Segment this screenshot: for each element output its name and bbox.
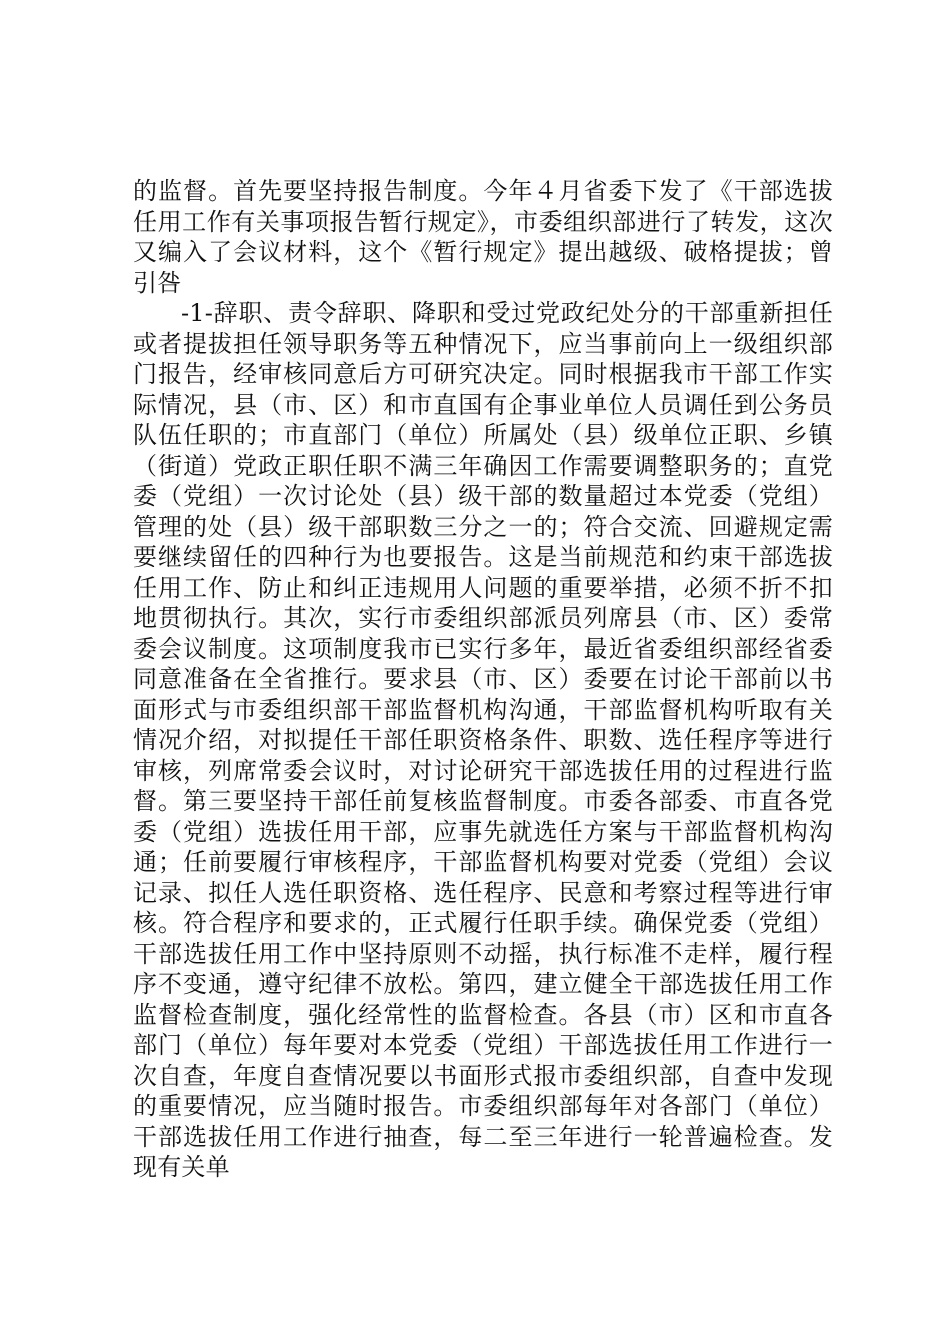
paragraph-1: 的监督。首先要坚持报告制度。今年４月省委下发了《干部选拔任用工作有关事项报告暂行规定》，市委组织部进行了转发，这次又编入了会议材料，这个《暂行规定》提出越级、破格提拔；曾引咎	[133, 177, 833, 297]
paragraph-2: -1-辞职、责令辞职、降职和受过党政纪处分的干部重新担任或者提拔担任领导职务等五种情况下，应当事前向上一级组织部门报告，经审核同意后方可研究决定。同时根据我市干部工作实际情况，县（市、区）和市直国有企事业单位人员调任到公务员队伍任职的；市直部门（单位）所属处（县）级单位正职、乡镇（街道）党政正职任职不满三年确因工作需要调整职务的；直党委（党组）一次讨论处（县）级干部的数量超过本党委（党组）管理的处（县）级干部职数三分之一的；符合交流、回避规定需要继续留任的四种行为也要报告。这是当前规范和约束干部选拔任用工作、防止和纠正违规用人问题的重要举措，必须不折不扣地贯彻执行。其次，实行市委组织部派员列席县（市、区）委常委会议制度。这项制度我市已实行多年，最近省委组织部经省委同意准备在全省推行。要求县（市、区）委要在讨论干部前以书面形式与市委组织部干部监督机构沟通，干部监督机构听取有关情况介绍，对拟提任干部任职资格条件、职数、选任程序等进行审核，列席常委会议时，对讨论研究干部选拔任用的过程进行监督。第三要坚持干部任前复核监督制度。市委各部委、市直各党委（党组）选拔任用干部，应事先就选任方案与干部监督机构沟通；任前要履行审核程序，干部监督机构要对党委（党组）会议记录、拟任人选任职资格、选任程序、民意和考察过程等进行审核。符合程序和要求的，正式履行任职手续。确保党委（党组）干部选拔任用工作中坚持原则不动摇，执行标准不走样，履行程序不变通，遵守纪律不放松。第四，建立健全干部选拔任用工作监督检查制度，强化经常性的监督检查。各县（市）区和市直各部门（单位）每年要对本党委（党组）干部选拔任用工作进行一次自查，年度自查情况要以书面形式报市委组织部，自查中发现的重要情况，应当随时报告。市委组织部每年对各部门（单位）干部选拔任用工作进行抽查，每二至三年进行一轮普遍检查。发现有关单	[133, 299, 833, 1181]
document-body	[133, 176, 833, 1183]
